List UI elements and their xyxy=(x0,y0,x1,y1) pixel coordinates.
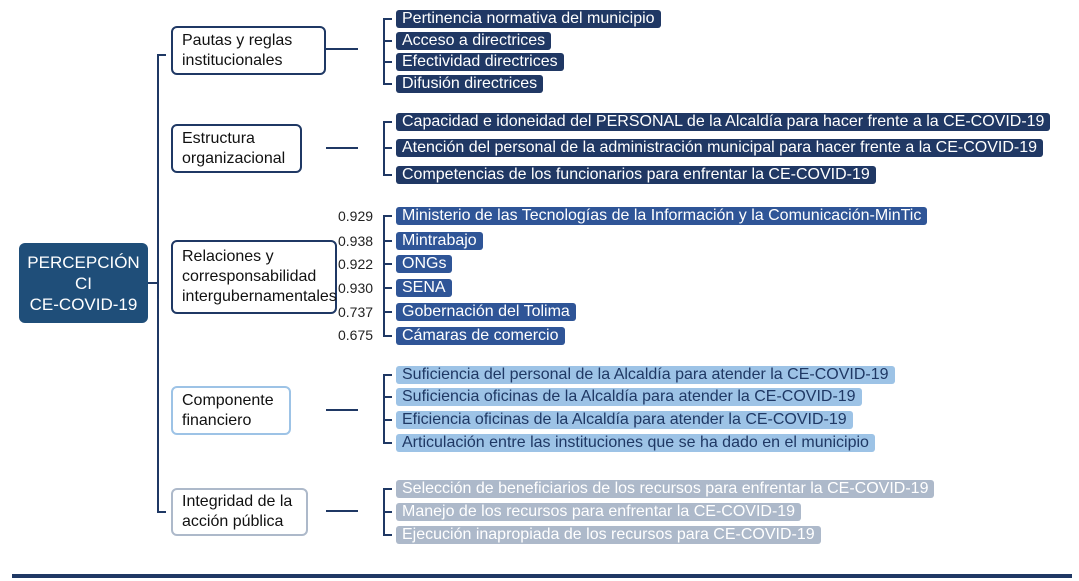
item-eficiencia-oficinas: Eficiencia oficinas de la Alcaldía para atender la CE-COVID-19 xyxy=(396,411,853,429)
item-suficiencia-personal: Suficiencia del personal de la Alcaldía para atender la CE-COVID-19 xyxy=(396,366,895,384)
score-value: 0.938 xyxy=(338,233,374,249)
category-label: Integridad de la acción pública xyxy=(182,493,293,530)
score-value: 0.930 xyxy=(338,280,374,296)
root-line-1: PERCEPCIÓN xyxy=(27,252,140,272)
item-ejecucion: Ejecución inapropiada de los recursos para CE-COVID-19 xyxy=(396,526,821,544)
item-ongs: ONGs xyxy=(396,255,452,273)
item-seleccion: Selección de beneficiarios de los recursos para enfrentar la CE-COVID-19 xyxy=(396,480,934,498)
score-value: 0.737 xyxy=(338,304,374,320)
item-mintic: Ministerio de las Tecnologías de la Información y la Comunicación-MinTic xyxy=(396,207,927,225)
category-estructura xyxy=(171,124,302,173)
bracket-3 xyxy=(384,216,392,336)
item-efectividad: Efectividad directrices xyxy=(396,53,564,71)
item-difusion: Difusión directrices xyxy=(396,75,543,93)
root-line-2: CI xyxy=(75,273,92,293)
category-label: Relaciones y corresponsabilidad intergubernamentales xyxy=(182,248,337,305)
bracket-4 xyxy=(384,375,392,443)
item-articulacion: Articulación entre las instituciones que se ha dado en el municipio xyxy=(396,434,875,452)
category-pautas xyxy=(171,26,326,75)
item-sena: SENA xyxy=(396,279,452,297)
item-suficiencia-oficinas: Suficiencia oficinas de la Alcaldía para atender la CE-COVID-19 xyxy=(396,388,862,406)
category-label: Estructura organizacional xyxy=(182,129,286,167)
item-atencion: Atención del personal de la administración municipal para hacer frente a la CE-COVID-19 xyxy=(396,139,1043,157)
root-line-3: CE-COVID-19 xyxy=(29,294,138,314)
item-capacidad: Capacidad e idoneidad del PERSONAL de la Alcaldía para hacer frente a la CE-COVID-19 xyxy=(396,113,1050,131)
item-competencias: Competencias de los funcionarios para enfrentar la CE-COVID-19 xyxy=(396,166,876,184)
root-node xyxy=(19,243,148,323)
item-mintrabajo: Mintrabajo xyxy=(396,232,483,250)
root-bracket xyxy=(158,55,166,512)
category-relaciones xyxy=(171,240,337,314)
category-label: Componente financiero xyxy=(182,391,274,429)
category-financiero xyxy=(171,386,291,435)
item-camaras: Cámaras de comercio xyxy=(396,327,565,345)
score-value: 0.675 xyxy=(338,327,374,343)
category-label: Pautas y reglas institucionales xyxy=(182,31,293,69)
score-value: 0.929 xyxy=(338,208,374,224)
item-manejo: Manejo de los recursos para enfrentar la CE-COVID-19 xyxy=(396,503,801,521)
footer-rule xyxy=(12,574,1072,578)
item-acceso: Acceso a directrices xyxy=(396,32,551,50)
score-value: 0.922 xyxy=(338,256,374,272)
item-gobernacion: Gobernación del Tolima xyxy=(396,303,576,321)
bracket-1 xyxy=(384,19,392,84)
category-integridad xyxy=(171,488,308,536)
item-pertinencia: Pertinencia normativa del municipio xyxy=(396,10,661,28)
